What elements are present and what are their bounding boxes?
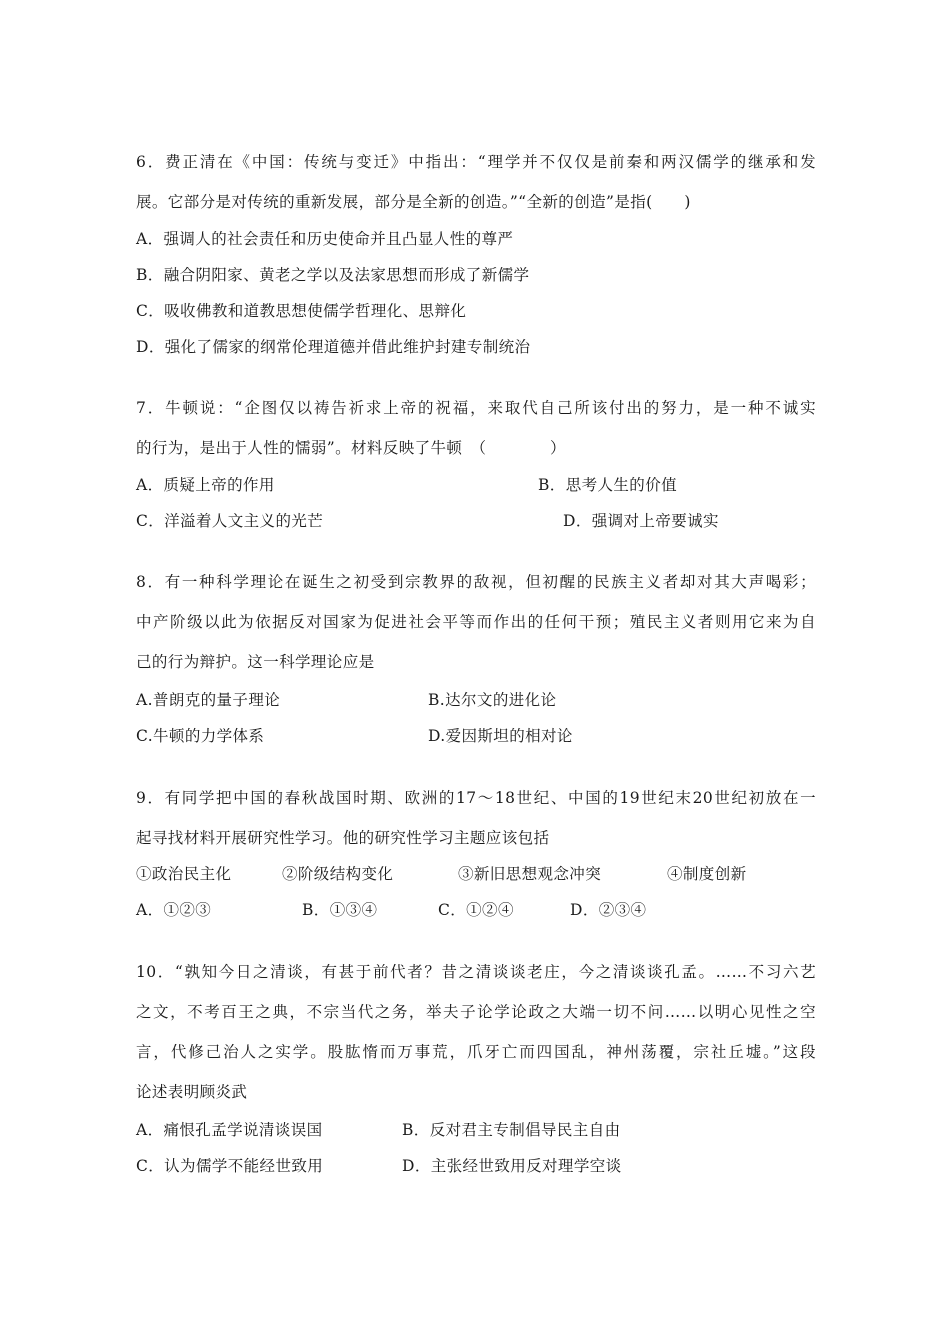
question-stem: 10．“孰知今日之清谈，有甚于前代者？昔之清谈谈老庄，今之清谈谈孔孟。……不习六艺 xyxy=(136,963,816,981)
option-b: B．反对君主专制倡导民主自由 xyxy=(402,1121,621,1139)
option-b: B．①③④ xyxy=(302,901,378,919)
option-a: A．质疑上帝的作用 xyxy=(136,476,275,494)
statement-item: ③新旧思想观念冲突 xyxy=(458,865,602,883)
question-stem: 己的行为辩护。这一科学理论应是 xyxy=(136,653,375,671)
option-c: C．吸收佛教和道教思想使儒学哲理化、思辩化 xyxy=(136,302,467,320)
option-d: D．主张经世致用反对理学空谈 xyxy=(402,1157,622,1175)
question-stem: 言，代修己治人之实学。股肱惰而万事荒，爪牙亡而四国乱，神州荡覆，宗社丘墟。”这段 xyxy=(136,1043,816,1061)
option-d: D.爱因斯坦的相对论 xyxy=(428,727,573,745)
option-b: B.达尔文的进化论 xyxy=(428,691,557,709)
question-stem: 论述表明顾炎武 xyxy=(136,1083,248,1101)
option-a: A．强调人的社会责任和历史使命并且凸显人性的尊严 xyxy=(136,230,514,248)
option-a: A．①②③ xyxy=(136,901,212,919)
option-d: D．②③④ xyxy=(570,901,647,919)
question-stem: 展。它部分是对传统的重新发展，部分是全新的创造。”“全新的创造”是指( ) xyxy=(136,193,691,211)
question-stem: 6．费正清在《中国：传统与变迁》中指出：“理学并不仅仅是前秦和两汉儒学的继承和发 xyxy=(136,153,816,171)
question-stem: 之文，不考百王之典，不宗当代之务，举夫子论学论政之大端一切不问……以明心见性之空 xyxy=(136,1003,816,1021)
option-b: B．思考人生的价值 xyxy=(538,476,677,494)
option-a: A.普朗克的量子理论 xyxy=(136,691,281,709)
option-a: A．痛恨孔孟学说清谈误国 xyxy=(136,1121,323,1139)
question-stem: 8．有一种科学理论在诞生之初受到宗教界的敌视，但初醒的民族主义者却对其大声喝彩； xyxy=(136,573,816,591)
option-c: C．认为儒学不能经世致用 xyxy=(136,1157,324,1175)
statement-item: ①政治民主化 xyxy=(136,865,232,883)
option-d: D．强调对上帝要诚实 xyxy=(563,512,719,530)
option-c: C．①②④ xyxy=(438,901,514,919)
question-stem: 9．有同学把中国的春秋战国时期、欧洲的17～18世纪、中国的19世纪末20世纪初放在一 xyxy=(136,789,816,807)
question-stem: 起寻找材料开展研究性学习。他的研究性学习主题应该包括 xyxy=(136,829,550,847)
statement-item: ④制度创新 xyxy=(667,865,747,883)
option-c: C.牛顿的力学体系 xyxy=(136,727,265,745)
option-b: B．融合阴阳家、黄老之学以及法家思想而形成了新儒学 xyxy=(136,266,530,284)
option-c: C．洋溢着人文主义的光芒 xyxy=(136,512,324,530)
question-stem: 7．牛顿说：“企图仅以祷告祈求上帝的祝福，来取代自己所该付出的努力，是一种不诚实 xyxy=(136,399,816,417)
question-stem: 中产阶级以此为依据反对国家为促进社会平等而作出的任何干预；殖民主义者则用它来为自 xyxy=(136,613,816,631)
question-stem: 的行为，是出于人性的懦弱”。材料反映了牛顿 （ ） xyxy=(136,439,566,457)
option-d: D．强化了儒家的纲常伦理道德并借此维护封建专制统治 xyxy=(136,338,531,356)
statement-item: ②阶级结构变化 xyxy=(282,865,394,883)
